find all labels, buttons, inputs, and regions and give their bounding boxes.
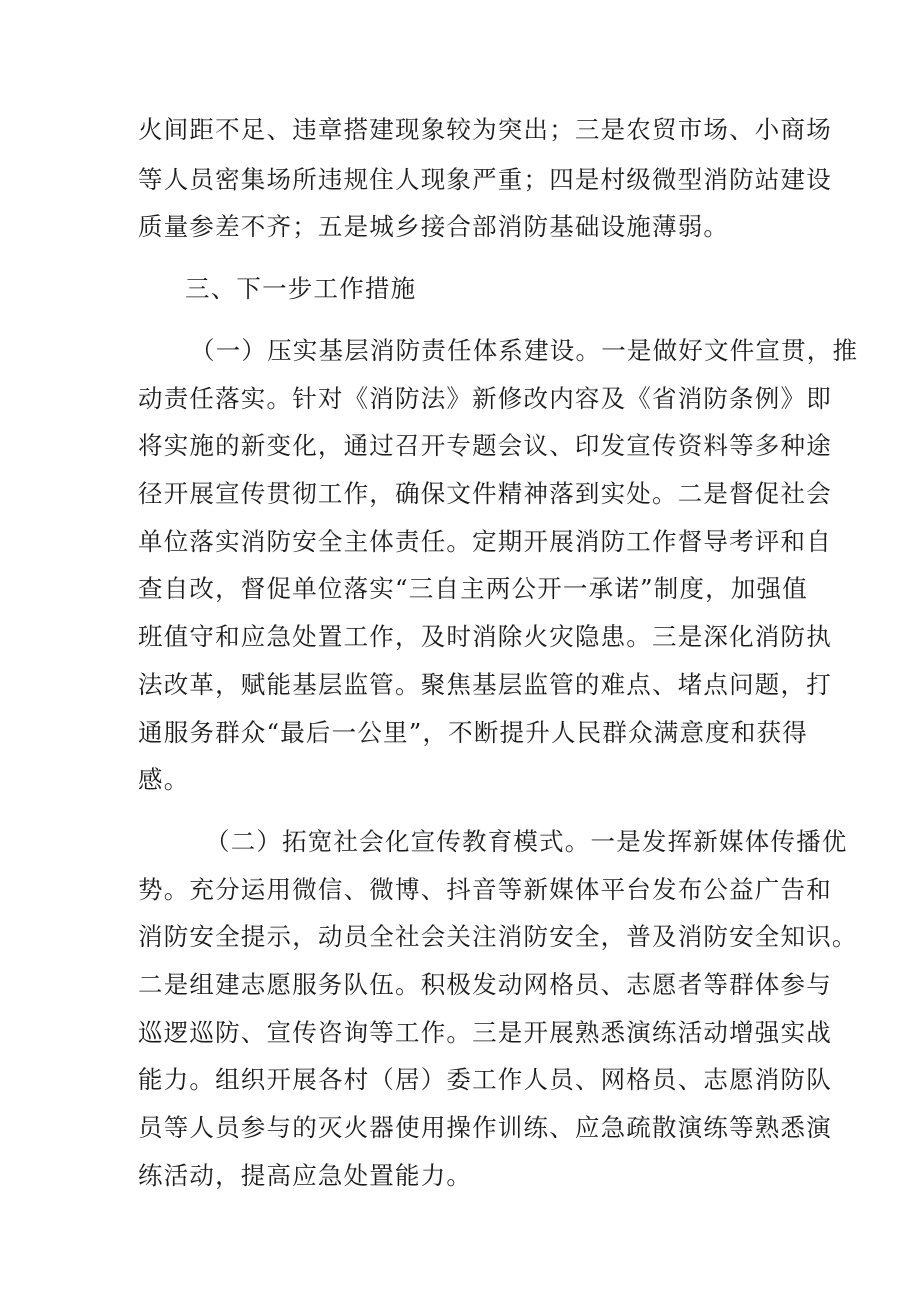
- paragraph-line: 员等人员参与的灭火器使用操作训练、应急疏散演练等熟悉演: [138, 1113, 832, 1142]
- paragraph-line: 能力。组织开展各村（居）委工作人员、网格员、志愿消防队: [138, 1065, 832, 1094]
- paragraph-line: 班值守和应急处置工作，及时消除火灾隐患。三是深化消防执: [138, 622, 832, 651]
- paragraph-line: 单位落实消防安全主体责任。定期开展消防工作督导考评和自: [138, 527, 832, 556]
- paragraph-line: 法改革，赋能基层监管。聚焦基层监管的难点、堵点问题，打: [138, 670, 832, 699]
- paragraph-line: 消防安全提示，动员全社会关注消防安全，普及消防安全知识。: [138, 922, 858, 951]
- paragraph-line: 练活动，提高应急处置能力。: [138, 1161, 473, 1190]
- paragraph-line: 将实施的新变化，通过召开专题会议、印发宣传资料等多种途: [138, 431, 832, 460]
- paragraph-line: 查自改，督促单位落实“三自主两公开一承诺”制度，加强值: [138, 574, 808, 603]
- paragraph-line: （二）拓宽社会化宣传教育模式。一是发挥新媒体传播优: [205, 827, 848, 856]
- paragraph-line: 火间距不足、违章搭建现象较为突出；三是农贸市场、小商场: [138, 115, 832, 144]
- paragraph-line: 等人员密集场所违规住人现象严重；四是村级微型消防站建设: [138, 165, 832, 194]
- paragraph-line: 二是组建志愿服务队伍。积极发动网格员、志愿者等群体参与: [138, 970, 832, 999]
- paragraph-line: 巡逻巡防、宣传咨询等工作。三是开展熟悉演练活动增强实战: [138, 1018, 832, 1047]
- paragraph-line: 动责任落实。针对《消防法》新修改内容及《省消防条例》即: [138, 384, 832, 413]
- paragraph-line: 势。充分运用微信、微博、抖音等新媒体平台发布公益广告和: [138, 875, 832, 904]
- paragraph-line: 径开展宣传贯彻工作，确保文件精神落到实处。二是督促社会: [138, 479, 832, 508]
- paragraph-line: 感。: [138, 765, 190, 794]
- paragraph-line: 质量参差不齐；五是城乡接合部消防基础设施薄弱。: [138, 212, 730, 241]
- section-heading: 三、下一步工作措施: [185, 274, 417, 303]
- paragraph-line: （一）压实基层消防责任体系建设。一是做好文件宣贯，推: [190, 336, 859, 365]
- paragraph-line: 通服务群众“最后一公里”，不断提升人民群众满意度和获得: [138, 718, 808, 747]
